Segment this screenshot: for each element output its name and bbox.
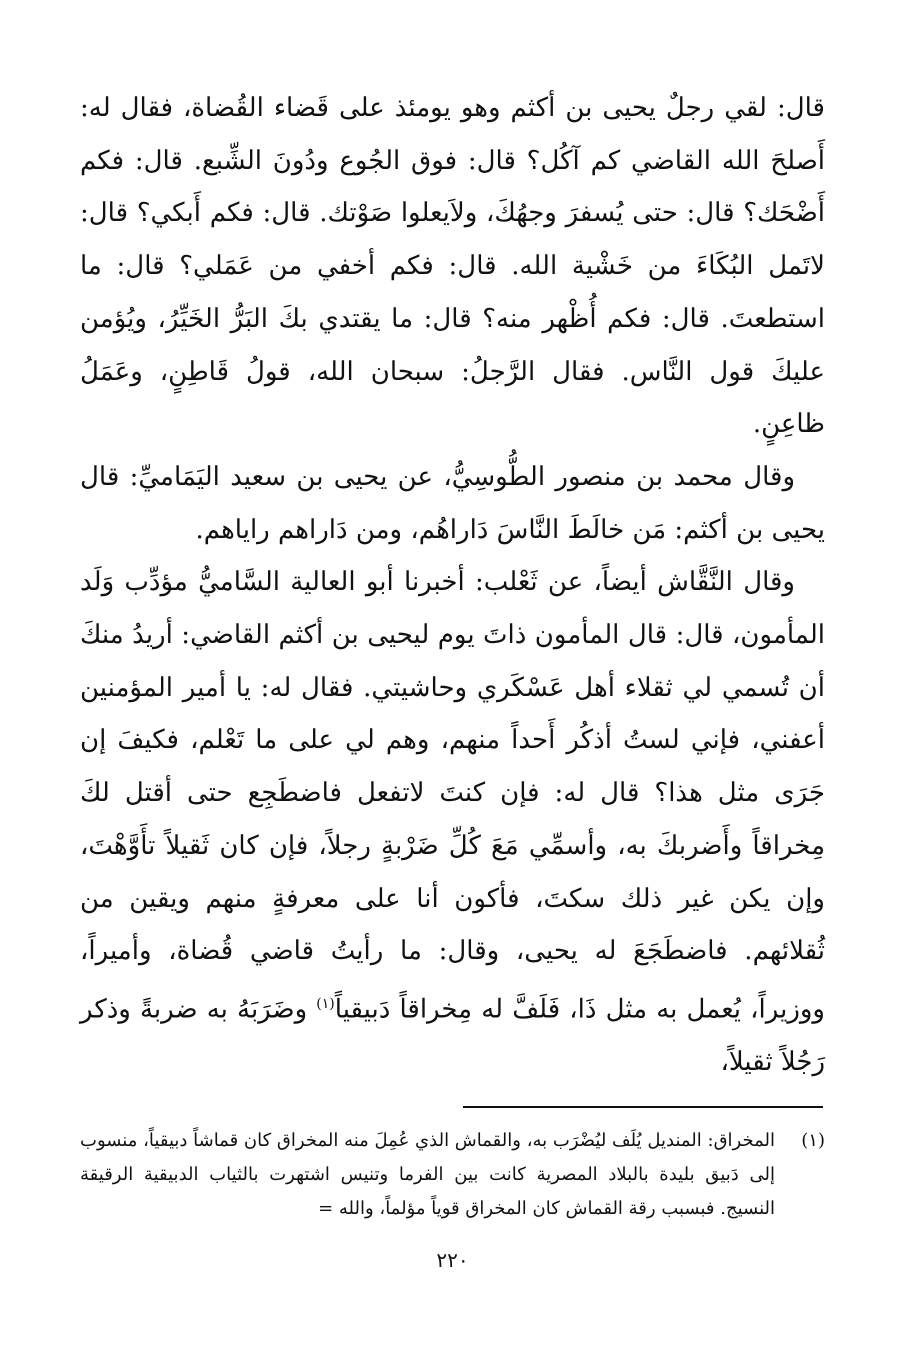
footnotes	[80, 1124, 825, 1226]
paragraph-3	[80, 556, 825, 1089]
paragraph-2: وقال محمد بن منصور الطُّوسِيُّ، عن يحيى بن سعيد اليَمَاميِّ: قال يحيى بن أكثم: مَن خالَطَ النَّاسَ دَاراهُم، ومن دَاراهم راياهم.	[80, 461, 825, 545]
footnote-separator	[463, 1106, 823, 1108]
paragraph-3-continuation: وضَرَبَهُ به ضربةً وذكر رَجُلاً ثقيلاً،	[80, 994, 825, 1078]
footnote-reference[interactable]: (١)	[316, 995, 335, 1012]
page-number: ٢٢٠	[436, 1248, 469, 1272]
main-text	[80, 82, 825, 1089]
footnote-number: (١)	[801, 1130, 825, 1151]
paragraph-3-text: وقال النَّقَّاش أيضاً، عن ثَعْلب: أخبرنا أبو العالية السَّاميُّ مؤدِّب وَلَد المأمون، قال: قال المأمون ذاتَ يوم ليحيى بن أكثم القاضي: أريدُ منكَ أن تُسمي لي ثقلاء أهل عَسْكَري وحاشيتي. فقال له: يا أمير المؤمنين أعفني، فإني لستُ أذكُر أَحداً منهم، وهم لي على ما تَعْلم، فكيفَ إن جَرَى مثل هذا؟ قال له: فإن كنتَ لاتفعل فاضطَجِع حتى أقتل لكَ مِخراقاً وأَضربكَ به، وأسمِّي مَعَ كُلِّ ضَرْبةٍ رجلاً، فإن كان ثَقيلاً تأَوَّهْتَ، وإن يكن غير ذلك سكتَ، فأكون أنا على معرفةٍ منهم ويقين من ثُقلائهم. فاضطَجَعَ له يحيى، وقال: ما رأيتُ قاضي قُضاة، وأميراً، ووزيراً، يُعمل به مثل ذَا، فَلَفَّ له مِخراقاً دَبيقياً	[80, 567, 825, 1025]
footnote-1	[80, 1124, 825, 1226]
footnote-text: المخراق: المنديل يُلَف ليُضْرَب به، والقماش الذي عُمِلَ منه المخراق كان قماشاً دبيقياً، منسوب إلى دَبيق بليدة بالبلاد المصرية كانت بين الفرما وتنيس اشتهرت بالثياب الدبيقية الرقيقة النسيج. فبسبب رقة القماش كان المخراق قوياً مؤلماً، والله =	[80, 1130, 775, 1219]
paragraph-1: قال: لقي رجلٌ يحيى بن أكثم وهو يومئذ على قَضاء القُضاة، فقال له: أَصلحَ الله القاضي كم آكُل؟ قال: فوق الجُوع ودُونَ الشِّبع. قال: فكم أَضْحَك؟ قال: حتى يُسفرَ وجهُكَ، ولاَيعلوا صَوْتك. قال: فكم أَبكي؟ قال: لاتَمل البُكَاءَ من خَشْية الله. قال: فكم أخفي من عَمَلي؟ قال: ما استطعتَ. قال: فكم أُظْهر منه؟ قال: ما يقتدي بكَ البَرُّ الخَيِّرُ، ويُؤمن عليكَ قول النَّاس. فقال الرَّجلُ: سبحان الله، قولُ قَاطِنٍ، وعَمَلُ ظاعِنٍ.	[80, 93, 825, 440]
